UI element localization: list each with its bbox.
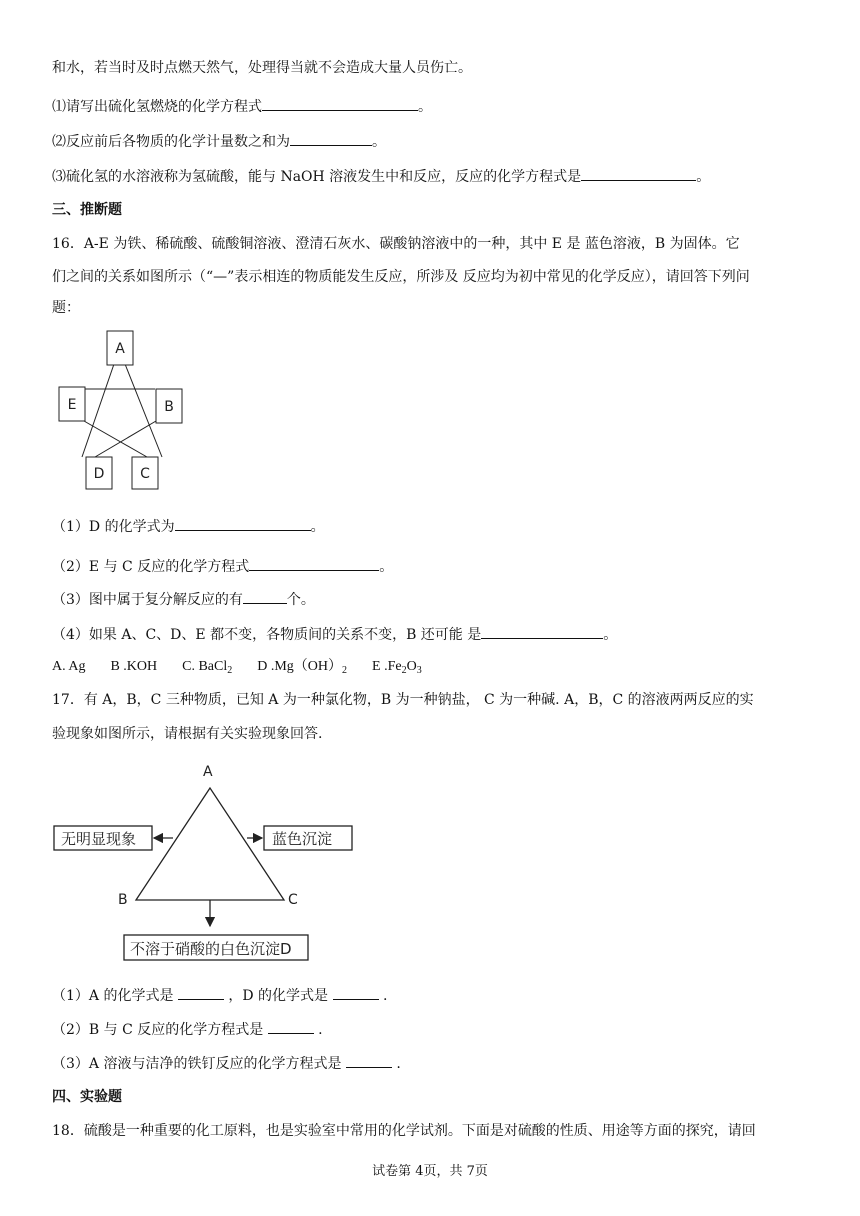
- section3-title: 三、推断题: [52, 202, 122, 218]
- q16-sub3: （3）图中属于复分解反应的有 个。: [52, 589, 315, 610]
- q18-stem-line1: 18．硫酸是一种重要的化工原料，也是实验室中常用的化学试剂。下面是对硫酸的性质、用途等方面的探究，请回: [52, 1123, 756, 1139]
- option-b[interactable]: B .KOH: [110, 659, 158, 674]
- section4-title: 四、实验题: [52, 1089, 122, 1105]
- q15-part3: ⑶硫化氢的水溶液称为氢硫酸，能与 NaOH 溶液发生中和反应，反应的化学方程式是 。: [52, 166, 710, 187]
- label-c: C: [140, 466, 150, 482]
- option-c[interactable]: C. BaCl$_2$: [182, 659, 233, 676]
- q16-stem-line1: 16．A-E 为铁、稀硫酸、硫酸铜溶液、澄清石灰水、碳酸钠溶液中的一种，其中 E 是 蓝色溶液，B 为固体。它: [52, 236, 740, 252]
- q17-sub3: （3）A 溶液与洁净的铁钉反应的化学方程式是 .: [52, 1053, 401, 1074]
- answer-blank[interactable]: [178, 985, 224, 1000]
- vertex-b-label: B: [118, 892, 128, 908]
- q16-options: [52, 657, 422, 681]
- answer-blank[interactable]: [262, 96, 418, 111]
- label-e: E: [67, 397, 77, 413]
- vertex-a-label: A: [203, 764, 213, 780]
- vertex-c-label: C: [288, 892, 298, 908]
- option-e[interactable]: E $.Fe_2O_3$: [372, 659, 422, 676]
- q17-sub2: （2）B 与 C 反应的化学方程式是 .: [52, 1019, 323, 1040]
- answer-blank[interactable]: [481, 624, 603, 639]
- answer-blank[interactable]: [268, 1019, 314, 1034]
- q17-sub1: （1）A 的化学式是 ，D 的化学式是 .: [52, 985, 387, 1006]
- answer-blank[interactable]: [290, 131, 372, 146]
- triangle: [136, 788, 284, 900]
- link-b-d: [95, 421, 156, 457]
- answer-blank[interactable]: [333, 985, 379, 1000]
- answer-blank[interactable]: [243, 589, 287, 604]
- answer-blank[interactable]: [581, 166, 696, 181]
- answer-blank[interactable]: [175, 516, 311, 531]
- q16-sub2: （2）E 与 C 反应的化学方程式 。: [52, 556, 393, 577]
- intro-line: 和水，若当时及时点燃天然气，处理得当就不会造成大量人员伤亡。: [52, 60, 472, 76]
- q16-stem-line3: 题：: [52, 300, 80, 316]
- page-footer: 试卷第 4页，共 7页: [372, 1164, 488, 1179]
- option-a[interactable]: A. Ag: [52, 659, 86, 674]
- bottom-result-text: 不溶于硝酸的白色沉淀D: [130, 940, 292, 958]
- label-b: B: [164, 399, 174, 415]
- right-result-text: 蓝色沉淀: [272, 830, 333, 848]
- option-d[interactable]: D $.Mg(OH)_2$: [257, 659, 348, 676]
- q17-triangle-diagram: [50, 758, 360, 963]
- q16-pentagon-diagram: [55, 328, 190, 493]
- answer-blank[interactable]: [346, 1053, 392, 1068]
- link-a-d: [82, 364, 114, 457]
- label-d: D: [93, 466, 105, 482]
- q15-part2: ⑵反应前后各物质的化学计量数之和为 。: [52, 131, 386, 152]
- answer-blank[interactable]: [249, 556, 379, 571]
- q17-stem-line1: 17．有 A，B，C 三种物质，已知 A 为一种氯化物，B 为一种钠盐， C 为一种碱. A，B，C 的溶液两两反应的实: [52, 692, 754, 708]
- link-e-c: [84, 421, 147, 457]
- q15-part1: ⑴请写出硫化氢燃烧的化学方程式 。: [52, 96, 432, 117]
- q16-sub1: （1）D 的化学式为 。: [52, 516, 325, 537]
- q16-sub4: （4）如果 A、C、D、E 都不变，各物质间的关系不变，B 还可能 是 。: [52, 624, 617, 645]
- label-a: A: [115, 341, 125, 357]
- q16-stem-line2: 们之间的关系如图所示（“—”表示相连的物质能发生反应，所涉及 反应均为初中常见的化学反应），请回答下列问: [52, 269, 750, 285]
- left-result-text: 无明显现象: [61, 830, 137, 848]
- q17-stem-line2: 验现象如图所示，请根据有关实验现象回答.: [52, 726, 323, 742]
